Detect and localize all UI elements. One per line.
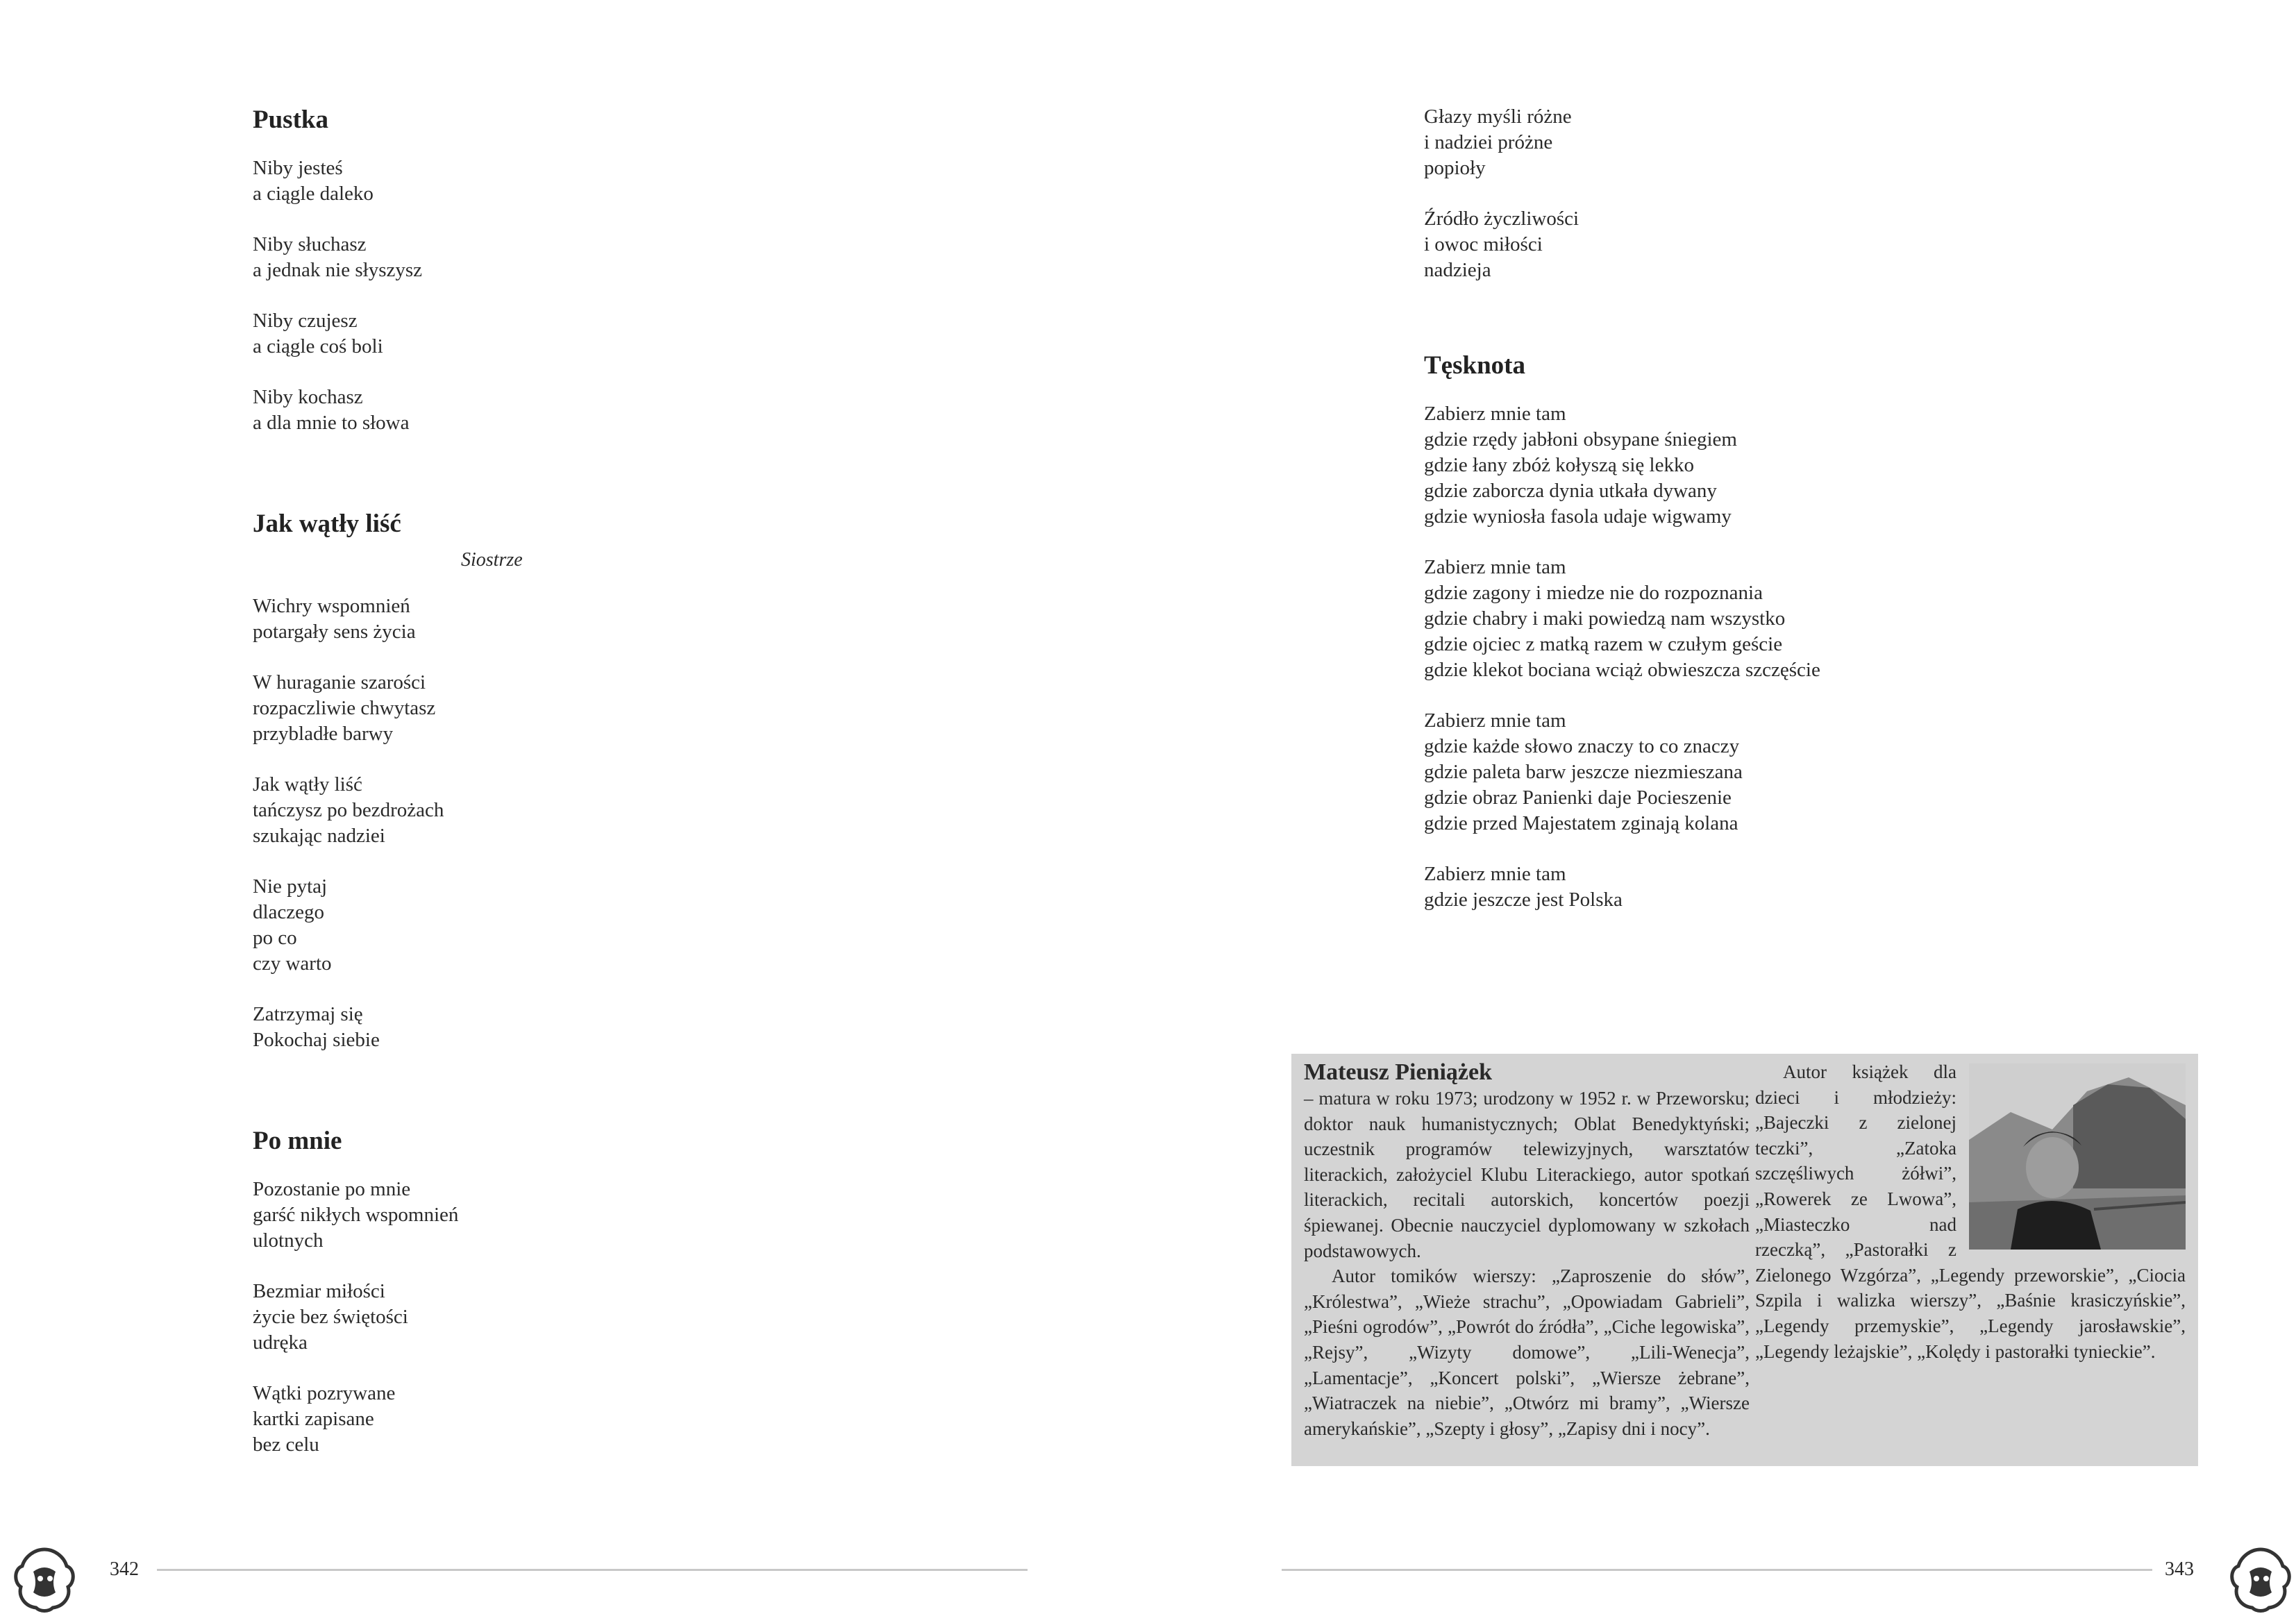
poem-line: garść nikłych wspomnień	[253, 1204, 459, 1226]
poem-line: szukając nadziei	[253, 825, 385, 847]
stanza	[1424, 861, 2049, 913]
poem-line: przybladłe barwy	[253, 723, 394, 745]
poem-line: kartki zapisane	[253, 1408, 374, 1430]
poem-dedication: Siostrze	[461, 549, 523, 571]
poem-line: gdzie chabry i maki powiedzą nam wszystko	[1424, 607, 1786, 630]
right-page-number: 343	[2165, 1558, 2194, 1580]
poem-line: po co	[253, 927, 297, 949]
stanza	[253, 1002, 878, 1053]
poem-line: Pozostanie po mnie	[253, 1178, 411, 1200]
stanza	[1424, 104, 2049, 181]
author-name: Mateusz Pieniążek	[1304, 1059, 1492, 1085]
poem-title: Pustka	[253, 106, 328, 134]
stanza	[253, 1279, 878, 1356]
stanza	[253, 385, 878, 436]
poem-line: gdzie klekot bociana wciąż obwieszcza szczęście	[1424, 659, 1820, 681]
stanza	[253, 772, 878, 849]
bio-paragraph-3: Autor książek dla dzieci i młodzieży: „Bajeczki z zielonej teczki”, „Zatoka szczęśliwych żółwi”, „Rowerek ze Lwowa”, „Miasteczko nad rzeczką”, „Pastorałki z Zielonego Wzgórza”, „Legendy przeworskie”, „Ciocia Szpila i walizka wierszy”, „Baśnie krasiczyńskie”, „Legendy przemyskie”, „Legendy jarosławskie”, „Legendy leżajskie”, „Kolędy i pastorałki tynieckie”.	[1755, 1061, 2186, 1362]
poem-title: Po mnie	[253, 1127, 342, 1155]
poem-line: gdzie wyniosła fasola udaje wigwamy	[1424, 505, 1732, 528]
bio-paragraph-1: – matura w roku 1973; urodzony w 1952 r. w Przeworsku; doktor nauk humanistycznych; Oblat Benedyktyński; uczestnik programów telewizyjnych, warsztatów literackich, założyciel Klubu Literackiego, autor spotkań literackich, recitali autorskich, koncertów poezji śpiewanej. Obecnie nauczyciel dyplomowany w szkołach podstawowych.	[1304, 1088, 1750, 1261]
poem-line: Źródło życzliwości	[1424, 208, 1579, 230]
poem-title: Tęsknota	[1424, 351, 1525, 380]
poem-line: Zabierz mnie tam	[1424, 556, 1566, 578]
stanza	[253, 594, 878, 645]
poem-line: a jednak nie słyszysz	[253, 259, 423, 281]
stanza	[253, 308, 878, 360]
right-emblem-icon	[2229, 1544, 2293, 1613]
bio-right-column	[1755, 1059, 2186, 1364]
poem-line: Niby czujesz	[253, 310, 358, 332]
poem-line: Zabierz mnie tam	[1424, 709, 1566, 732]
left-page-poems	[253, 104, 878, 1458]
poem-line: życie bez świętości	[253, 1306, 408, 1328]
poem-line: nadzieja	[1424, 259, 1491, 281]
poem-line: gdzie zaborcza dynia utkała dywany	[1424, 480, 1717, 502]
stanza	[253, 155, 878, 207]
poem	[253, 508, 878, 1053]
bio-paragraph-2: Autor tomików wierszy: „Zaproszenie do słów”, „Królestwa”, „Wieże strachu”, „Opowiadam Gabrieli”, „Pieśni ogrodów”, „Powrót do źródła”, „Ciche legowiska”, „Rejsy”, „Wizyty domowe”, „Lili-Wenecja”, „Lamentacje”, „Koncert polski”, „Wiersze żebrane”, „Wiatraczek na niebie”, „Otwórz mi bramy”, „Wiersze amerykańskie”, „Szepty i głosy”, „Zapisy dni i nocy”.	[1304, 1265, 1750, 1439]
poem-line: Zabierz mnie tam	[1424, 863, 1566, 885]
poem-line: W huraganie szarości	[253, 671, 426, 693]
poem-line: i nadziei próżne	[1424, 131, 1553, 153]
stanza	[1424, 555, 2049, 683]
poem	[253, 1125, 878, 1458]
poem-line: tańczysz po bezdrożach	[253, 799, 444, 821]
stanza	[253, 670, 878, 747]
poem-line: a dla mnie to słowa	[253, 412, 410, 434]
poem-line: gdzie paleta barw jeszcze niezmieszana	[1424, 761, 1743, 783]
left-emblem-icon	[12, 1544, 76, 1613]
poem-line: gdzie zagony i miedze nie do rozpoznania	[1424, 582, 1763, 604]
poem-line: gdzie jeszcze jest Polska	[1424, 889, 1623, 911]
poem-line: popioły	[1424, 157, 1486, 179]
poem-line: Głazy myśli różne	[1424, 106, 1572, 128]
poem-line: gdzie ojciec z matką razem w czułym geście	[1424, 633, 1783, 655]
poem-line: i owoc miłości	[1424, 233, 1543, 255]
poem-line: rozpaczliwie chwytasz	[253, 697, 436, 719]
poem-line: Wątki pozrywane	[253, 1382, 396, 1404]
poem-line: Zabierz mnie tam	[1424, 403, 1566, 425]
right-page-poems	[1424, 104, 2049, 913]
poem-title: Jak wątły liść	[253, 510, 401, 538]
poem	[1424, 104, 2049, 283]
poem	[253, 104, 878, 436]
poem-line: a ciągle daleko	[253, 183, 374, 205]
poem-line: Bezmiar miłości	[253, 1280, 385, 1302]
poem-line: gdzie rzędy jabłoni obsypane śniegiem	[1424, 428, 1737, 451]
author-bio-box	[1291, 1054, 2198, 1466]
poem-line: gdzie każde słowo znaczy to co znaczy	[1424, 735, 1740, 757]
poem-line: czy warto	[253, 952, 332, 975]
poem-line: potargały sens życia	[253, 621, 416, 643]
poem-line: bez celu	[253, 1433, 319, 1456]
author-photo-image	[1969, 1063, 2186, 1250]
poem-line: Wichry wspomnień	[253, 595, 410, 617]
poem-line: gdzie łany zbóż kołyszą się lekko	[1424, 454, 1694, 476]
poem-line: udręka	[253, 1331, 308, 1354]
author-photo	[1969, 1063, 2186, 1250]
poem-line: Zatrzymaj się	[253, 1003, 363, 1025]
poem-line: Nie pytaj	[253, 875, 328, 898]
bio-left-column	[1304, 1059, 1750, 1441]
poem	[1424, 350, 2049, 913]
poem-line: dlaczego	[253, 901, 325, 923]
left-page-number: 342	[110, 1558, 139, 1580]
stanza	[253, 232, 878, 283]
poem-line: ulotnych	[253, 1229, 324, 1252]
poem-line: gdzie obraz Panienki daje Pocieszenie	[1424, 787, 1732, 809]
stanza	[1424, 206, 2049, 283]
poem-line: Niby słuchasz	[253, 233, 367, 255]
stanza	[1424, 401, 2049, 530]
stanza	[1424, 708, 2049, 836]
poem-line: a ciągle coś boli	[253, 335, 383, 358]
left-footer-rule	[157, 1569, 1028, 1571]
stanza	[253, 874, 878, 977]
poem-line: Niby jesteś	[253, 157, 343, 179]
stanza	[253, 1381, 878, 1458]
poem-line: gdzie przed Majestatem zginają kolana	[1424, 812, 1738, 834]
poem-line: Jak wątły liść	[253, 773, 362, 796]
stanza	[253, 1177, 878, 1254]
poem-line: Pokochaj siebie	[253, 1029, 380, 1051]
right-footer-rule	[1282, 1569, 2152, 1571]
poem-line: Niby kochasz	[253, 386, 363, 408]
